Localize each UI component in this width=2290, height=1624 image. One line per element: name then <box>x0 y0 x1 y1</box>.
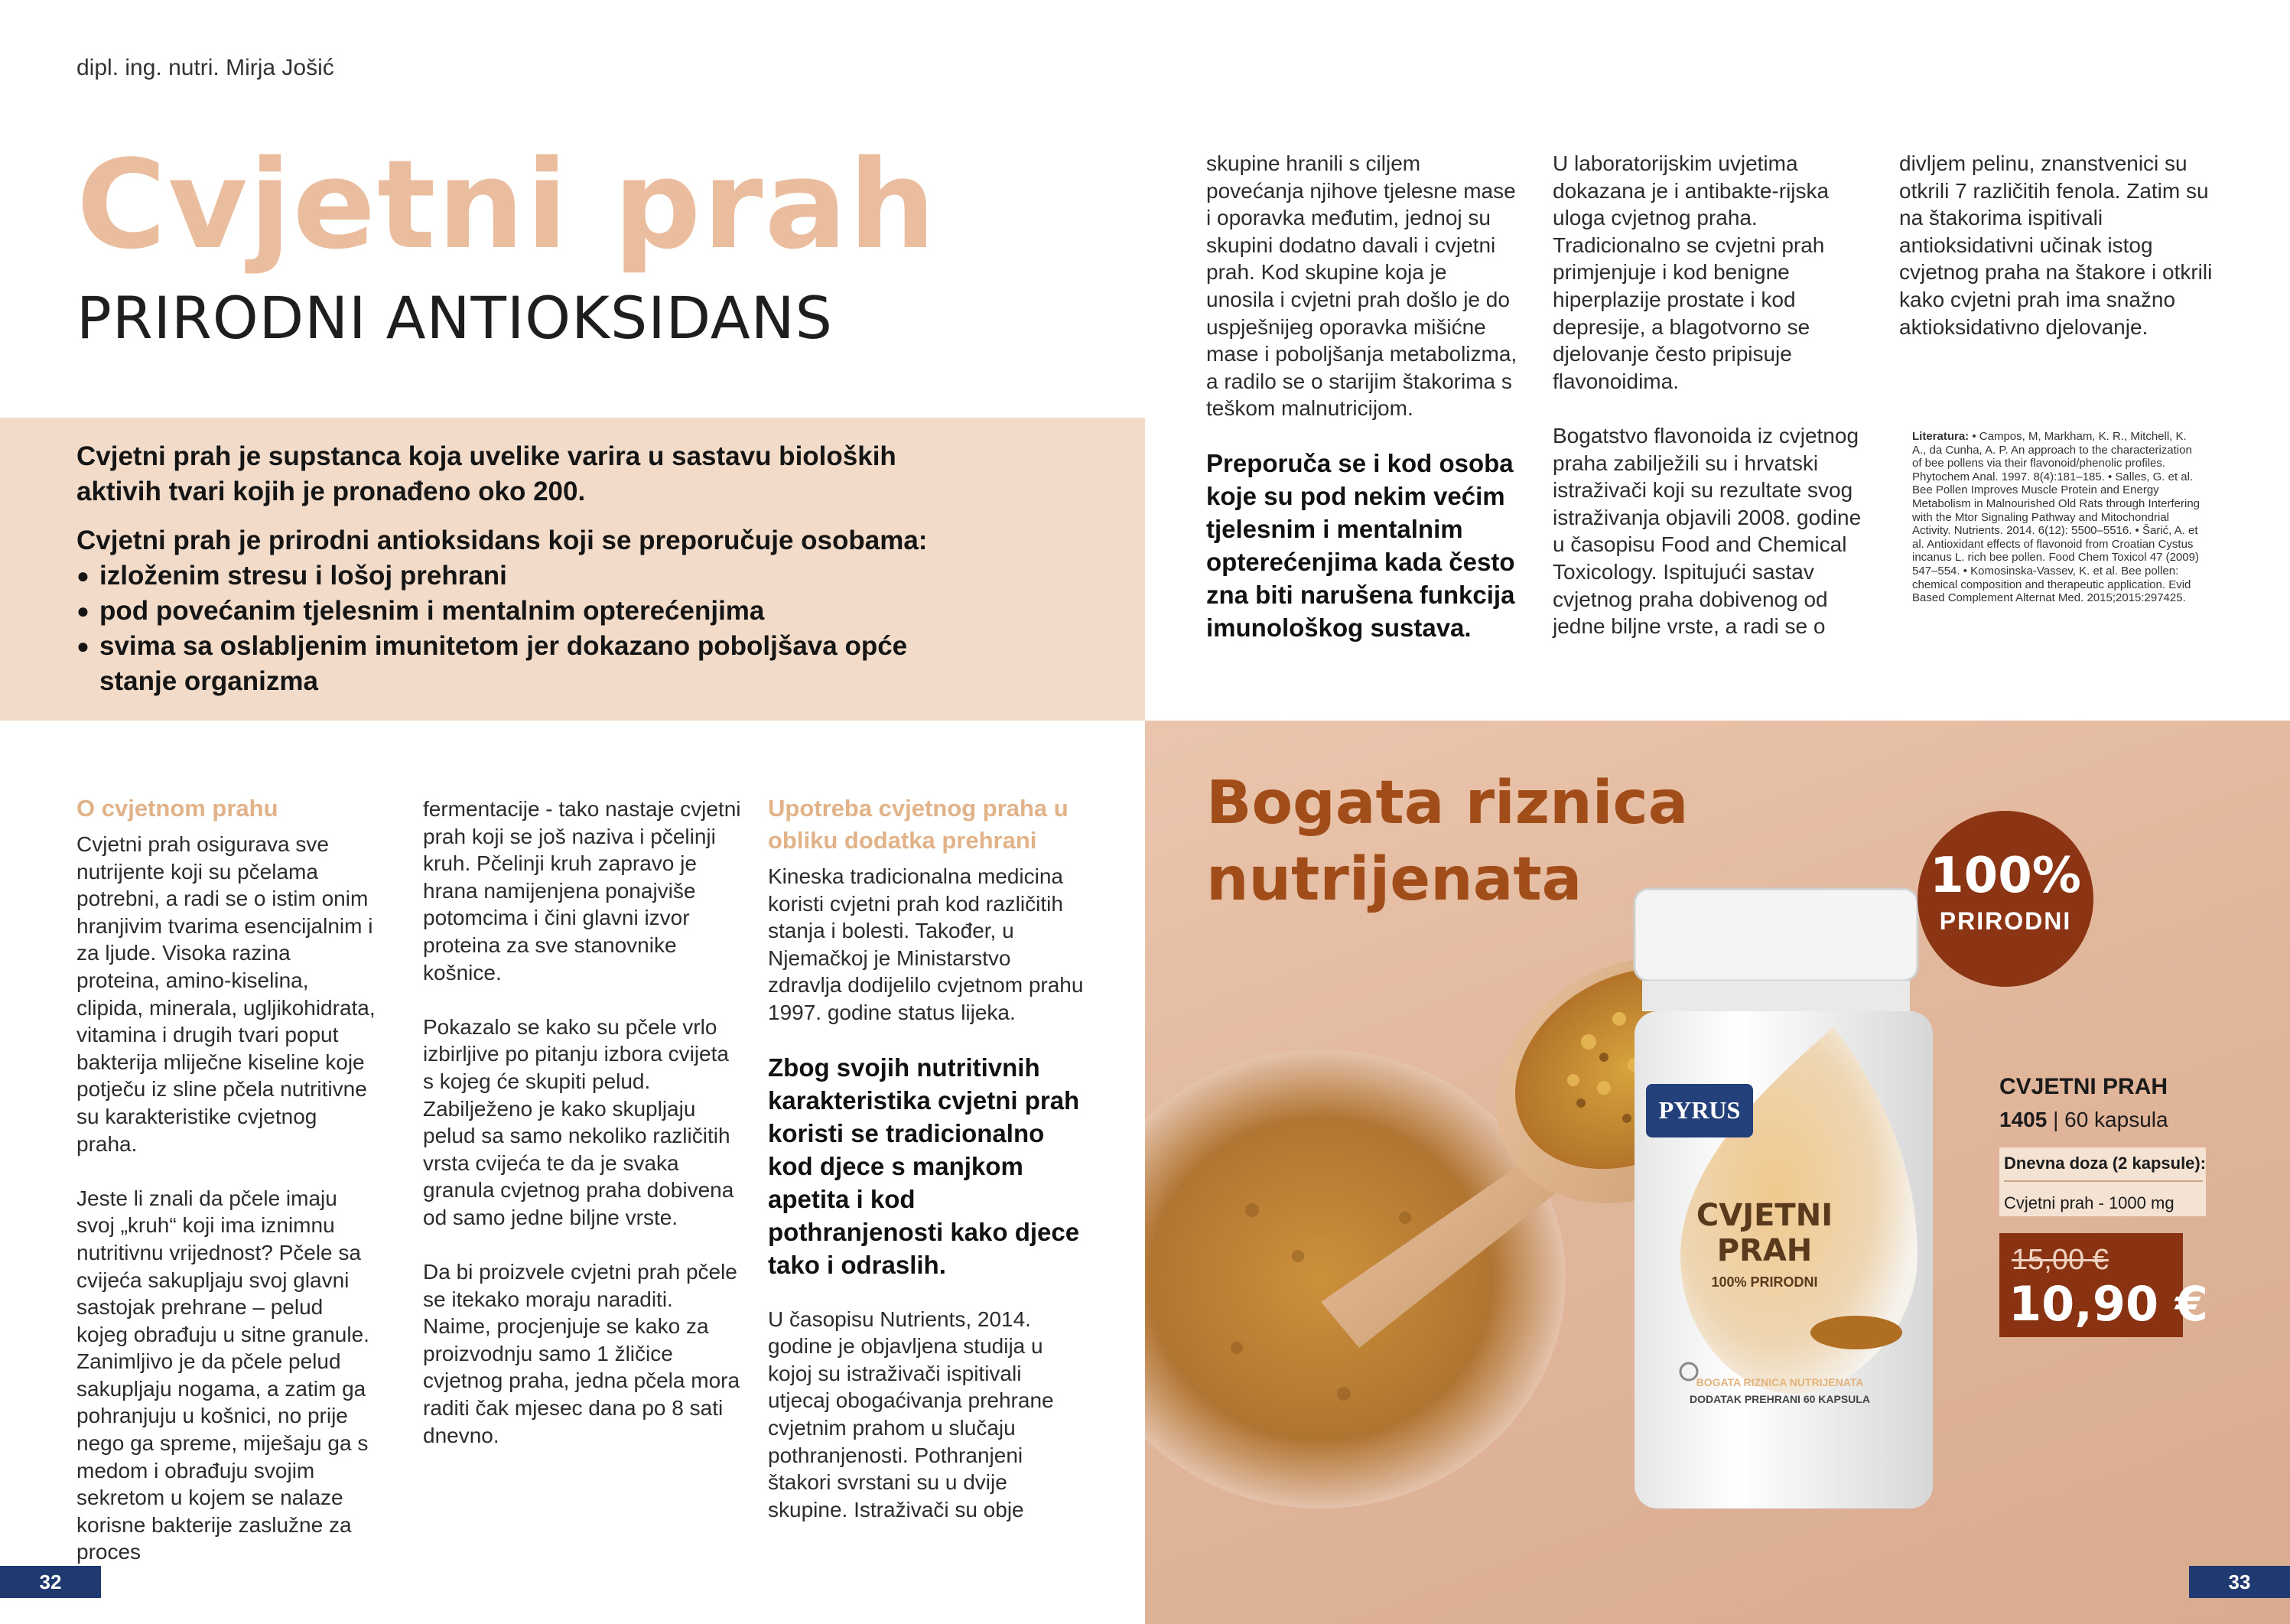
badge-percent: 100% <box>1930 848 2081 904</box>
product-code: 1405 <box>1999 1108 2048 1131</box>
intro-bullet: ● svima sa oslabljenim imunitetom jer dokazano poboljšava opće stanje organizma <box>76 629 956 699</box>
intro-text <box>76 439 956 699</box>
author-line: dipl. ing. nutri. Mirja Jošić <box>76 55 334 80</box>
column-paragraph: Da bi proizvele cvjetni prah pčele se itekako moraju naraditi. Naime, procjenjuje se kako za proizvodnju samo 1 žličice cvjetnog praha, jedna pčela mora raditi čak mjesec dana po 8 sati dnevno. <box>423 1260 740 1447</box>
dose-label: Dnevna doza (2 kapsule): <box>2004 1154 2207 1173</box>
intro-bullet-list <box>76 558 956 699</box>
column-paragraph: U laboratorijskim uvjetima dokazana je i antibakte-rijska uloga cvjetnog praha. Tradicionalno se cvjetni prah primjenjuje i kod benigne hiperplazije prostate i kod depresije, a blagotvorno se djelovanje često pripisuje flavonoidima. <box>1553 151 1830 393</box>
promo-headline <box>1206 765 1688 918</box>
bottle-tag: 100% PRIRODNI <box>1711 1274 1818 1290</box>
column-paragraph: Cvjetni prah osigurava sve nutrijente koji su pčelama potrebni, a radi se o istim onim hranjivim tvarima esencijalnim i za ljude. Visoka razina proteina, amino-kiselina, clipida, minerala, ugljikohidrata, vitamina i drugih tvari poput bakterija mliječne kiseline koje potječu iz sline pčela nutritivne su karakteristike cvjetnog praha. <box>76 832 376 1156</box>
page-number-left: 32 <box>0 1566 101 1598</box>
bottle-name-line-1: CVJETNI <box>1696 1198 1833 1233</box>
page-subtitle: PRIRODNI ANTIOKSIDANS <box>76 284 833 352</box>
intro-bullet: ● pod povećanim tjelesnim i mentalnim opterećenjima <box>76 594 956 629</box>
bottle-name-line-2: PRAH <box>1716 1233 1813 1268</box>
column-paragraph: skupine hranili s ciljem povećanja njihove tjelesne mase i oporavka međutim, jednoj su skupini dodatno davali i cvjetni prah. Kod skupine koja je unosila i cvjetni prah došlo je do uspješnijeg oporavka mišićne mase i poboljšanja metabolizma, a radilo se o starijim štakorima s teškom malnutricijom. <box>1206 151 1517 421</box>
bottle-small-text-2: DODATAK PREHRANI 60 KAPSULA <box>1690 1393 1870 1405</box>
column-paragraph: divljem pelinu, znanstvenici su otkrili 7 različitih fenola. Zatim su na štakorima ispitivali antioksidativni učinak istog cvjetnog praha na štakore i otkrili kako cvjetni prah ima snažno aktioksidativno djelovanje. <box>1899 151 2213 339</box>
literature-block <box>1912 430 2203 605</box>
promo-headline-line-1: Bogata riznica <box>1206 769 1689 838</box>
bottle-small-text-1: BOGATA RIZNICA NUTRIJENATA <box>1696 1376 1864 1388</box>
column-paragraph: Kineska tradicionalna medicina koristi cvjetni prah kod različitih stanja i bolesti. Također, u Njemačkoj je Ministarstvo zdravlja dodijelilo cvjetnom prahu 1997. godine status lijeka. <box>768 864 1084 1024</box>
highlight-quote: Preporuča se i kod osoba koje su pod nekim većim tjelesnim i mentalnim opterećenjima kada često zna biti narušena funkcija imunološkog sustava. <box>1206 448 1515 642</box>
column-paragraph: Jeste li znali da pčele imaju svoj „kruh“ koji ima iznimnu nutritivnu vrijednost? Pčele sa cvijeća sakupljaju svoj glavni sastojak prehrane – pelud kojeg obrađuju u sitne granule. Zanimljivo je da pčele pelud sakupljaju nogama, a zatim ga pohranjuju u košnici, no prije nego ga spreme, miješaju ga s medom i obrađuju svojim sekretom u kojem se nalaze korisne bakterije zaslužne za proces <box>76 1186 369 1564</box>
pyrus-logo-text: PYRUS <box>1658 1096 1741 1124</box>
bottle-pollen-art <box>1810 1316 1902 1349</box>
column-paragraph: U časopisu Nutrients, 2014. godine je objavljena studija u kojoj su istraživači ispitivali utjecaj obogaćivanja prehrane cvjetnim prahom u slučaju pothranjenosti. Pothranjeni štakori svrstani su u dvije skupine. Istraživači su obje <box>768 1307 1054 1521</box>
literature-label: Literatura: <box>1912 430 1970 443</box>
promo-headline-line-2: nutrijenata <box>1206 845 1583 914</box>
bottle-neck <box>1642 981 1910 1011</box>
highlight-quote: Zbog svojih nutritivnih karakteristika cvjetni prah koristi se tradicionalno kod djece s manjkom apetita i kod pothranjenosti kako djece tako i odraslih. <box>768 1053 1080 1279</box>
column-paragraph: Pokazalo se kako su pčele vrlo izbirljive po pitanju izbora cvijeta s kojeg će skupiti pelud. Zabilježeno je kako skupljaju pelud sa samo nekoliko različitih vrsta cvijeća te da je svaka granula cvjetnog praha dobivena od samo jedne biljne vrste. <box>423 1014 734 1229</box>
column-3 <box>768 792 1089 1523</box>
section-heading-about: O cvjetnom prahu <box>76 795 278 822</box>
page-title: Cvjetni prah <box>76 133 938 276</box>
column-paragraph: fermentacije - tako nastaje cvjetni prah koji se još naziva i pčelinji kruh. Pčelinji kruh zapravo je hrana namijenjena ponajviše potomcima i čini glavni izvor proteina za sve stanovnike košnice. <box>423 797 741 984</box>
page-number-right: 33 <box>2189 1566 2290 1598</box>
intro-bullet: ● izloženim stresu i lošoj prehrani <box>76 558 956 594</box>
intro-paragraph-1: Cvjetni prah je supstanca koja uvelike varira u sastavu bioloških aktivih tvari kojih je pronađeno oko 200. <box>76 441 896 506</box>
literature-text: • Campos, M, Markham, K. R., Mitchell, K. A., da Cunha, A. P. An approach to the characterization of bee pollens via their flavonoid/phenolic profiles. Phytochem Anal. 1997. 8(4):181–185. • Salles, G. et al. Bee Pollen Improves Muscle Protein and Energy Metabolism in Malnourished Old Rats through Interfering with the Mtor Signaling Pathway and Mitochondrial Activity. Nutrients. 2014. 6(12): 5500–5516. • Šarić, A. et al. Antioxidant effects of flavonoid from Croatian Cystus incanus L. rich bee pollen. Food Chem Toxicol 47 (2009) 547–554. • Komosinska-Vassev, K. et al. Bee pollen: chemical composition and therapeutic application. Evid Based Complement Alternat Med. 2015;2015:297425. <box>1912 430 2201 605</box>
intro-paragraph-2: Cvjetni prah je prirodni antioksidans koji se preporučuje osobama: <box>76 526 928 555</box>
dose-value: Cvjetni prah - 1000 mg <box>2004 1193 2175 1212</box>
old-price: 15,00 € <box>2012 1244 2109 1276</box>
column-5 <box>1553 150 1866 640</box>
column-6 <box>1899 150 2220 340</box>
product-code-line <box>1999 1108 2168 1132</box>
column-paragraph: Bogatstvo flavonoida iz cvjetnog praha zabilježili su i hrvatski istraživači koji su rezultate svog istraživanja objavili 2008. godine u časopisu Food and Chemical Toxicology. Ispitujući sastav cvjetnog praha dobivenog od jedne biljne vrste, a radi se o <box>1553 423 1862 639</box>
product-quantity: | 60 kapsula <box>2053 1108 2168 1131</box>
dose-divider <box>2004 1180 2203 1182</box>
column-1 <box>76 792 379 1566</box>
badge-label: PRIRODNI <box>1939 907 2072 935</box>
product-name: CVJETNI PRAH <box>1999 1074 2168 1099</box>
column-2 <box>423 796 744 1449</box>
section-heading-usage: Upotreba cvjetnog praha u obliku dodatka prehrani <box>768 795 1069 854</box>
new-price: 10,90 € <box>2009 1276 2208 1332</box>
column-4 <box>1206 150 1520 644</box>
natural-badge <box>1918 811 2093 987</box>
